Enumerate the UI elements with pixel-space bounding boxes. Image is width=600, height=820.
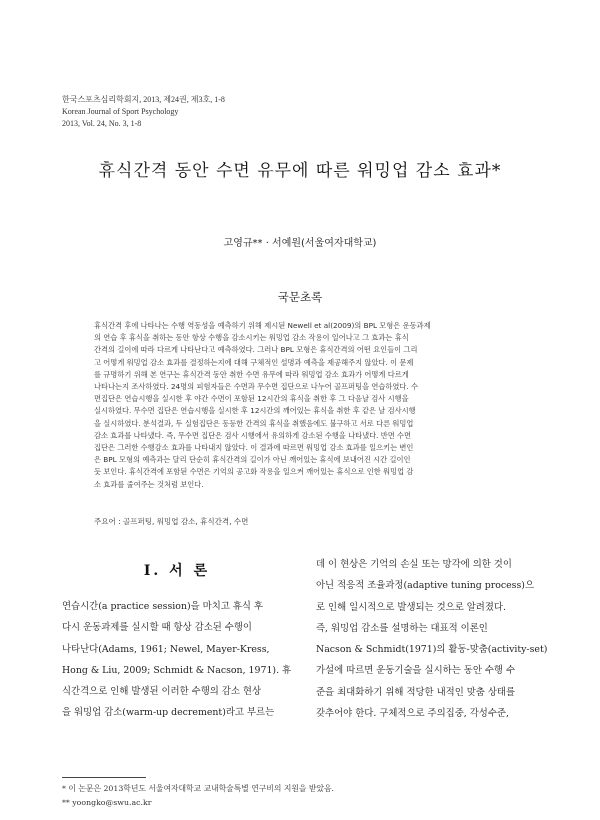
abstract-line: 감소 효과를 나타냈다. 즉, 무수면 집단은 검사 시행에서 유의하게 감소된 수행을 나타냈다. 반면 수면 (94, 430, 412, 440)
body-line: 다시 운동과제를 실시할 때 항상 감소된 수행이 (62, 622, 252, 634)
body-line: 즉, 워밍업 감소를 설명하는 대표적 이론인 (316, 622, 488, 634)
footnote-email: ** yoongko@swu.ac.kr (62, 798, 152, 807)
abstract-line: 를 규명하기 위해 본 연구는 휴식간격 동안 취한 수면 유무에 따라 워밍업 감소 효과가 어떻게 다르게 (94, 369, 409, 379)
paper-title: 휴식간격 동안 수면 유무에 따른 워밍업 감소 효과* (98, 161, 502, 181)
abstract-line: 고 어떻게 워밍업 감소 효과를 결정하는지에 대해 구체적인 설명과 예측을 제공해주지 않았다. 이 문제 (94, 357, 414, 367)
section-heading-introduction: I. 서 론 (143, 563, 211, 579)
abstract-line: 의 연습 후 휴식을 취하는 동안 항상 수행을 감소시키는 워밍업 감소 작용이 일어나고 그 효과는 휴식 (94, 333, 409, 343)
abstract-heading: 국문초록 (277, 290, 323, 304)
body-line: 가설에 따르면 운동기술을 실시하는 동안 수행 수 (316, 665, 516, 677)
abstract-line: 소 효과를 줄여주는 것처럼 보인다. (94, 479, 204, 489)
footnote-funding: * 이 논문은 2013학년도 서울여자대학교 교내학술특별 연구비의 지원을 받았음. (62, 784, 334, 793)
abstract-line: 실시하였다. 무수면 집단은 연습시행을 실시한 후 12시간의 깨어있는 휴식을 취한 후 같은 날 검사시행 (94, 406, 416, 416)
abstract-line: 간격의 길이에 따라 다르게 나타난다고 예측하였다. 그러나 BPL 모형은 휴식간격의 어떤 요인들이 그리 (94, 345, 418, 355)
abstract-line: 휴식간격 후에 나타나는 수행 역동성을 예측하기 위해 제시된 Newell et al(2009)의 BPL 모형은 운동과제 (94, 321, 431, 330)
body-line: 식간격으로 인해 발생된 이러한 수행의 감소 현상 (62, 686, 262, 698)
body-line: 준을 최대화하기 위해 적당한 내적인 맞춤 상태를 (316, 686, 516, 698)
body-line: Hong & Liu, 2009; Schmidt & Nacson, 1971). 휴 (62, 664, 292, 676)
abstract-line: 은 BPL 모형의 예측과는 달리 단순히 휴식간격의 길이가 아닌 깨어있는 휴식에 보내어진 시간 길이인 (94, 455, 411, 465)
abstract-line: 나타나는지 조사하였다. 24명의 피험자들은 수면과 무수면 집단으로 나누어 골프퍼팅을 연습하였다. 수 (94, 382, 419, 392)
body-column-left (62, 596, 292, 724)
body-line: 로 인해 일시적으로 발생되는 것으로 알려졌다. (316, 601, 506, 613)
footnote-divider (62, 777, 146, 778)
body-line: 나타난다(Adams, 1961; Newel, Mayer-Kress, (62, 643, 270, 655)
footnotes (62, 782, 334, 810)
abstract-line: 을 실시하였다. 분석결과, 두 실험집단은 동등한 간격의 휴식을 취했음에도 불구하고 서로 다른 워밍업 (94, 418, 414, 428)
body-line: 데 이 현상은 기억의 손실 또는 망각에 의한 것이 (316, 559, 512, 570)
keywords: 주요어 : 골프퍼팅, 워밍업 감소, 휴식간격, 수면 (94, 517, 249, 526)
abstract-line: 집단은 그러한 수행감소 효과를 나타내지 않았다. 이 결과에 따르면 워밍업 감소 효과를 일으키는 변인 (94, 443, 414, 453)
body-line: 을 워밍업 감소(warm-up decrement)라고 부르는 (62, 707, 275, 719)
journal-name-english: Korean Journal of Sport Psychology (62, 107, 179, 116)
body-line: 연습시간(a practice session)을 마치고 휴식 후 (62, 601, 263, 612)
author-line: 고영규** · 서예원(서울여자대학교) (223, 238, 377, 249)
abstract-line: 듯 보인다. 휴식간격에 포함된 수면은 기억의 공고화 작용을 일으켜 깨어있는 휴식으로 인한 워밍업 감 (94, 467, 414, 477)
journal-citation (62, 94, 225, 130)
body-line: 갖추어야 한다. 구체적으로 주의집중, 각성수준, (316, 708, 509, 720)
abstract-body (94, 320, 526, 491)
body-line: Nacson & Schmidt(1971)의 활동-맞춤(activity-set) (316, 644, 548, 656)
body-column-right (316, 554, 548, 724)
body-line: 아닌 적응적 조율과정(adaptive tuning process)으 (316, 580, 535, 592)
abstract-line: 면집단은 연습시행을 실시한 후 야간 수면이 포함된 12시간의 휴식을 취한 후 그 다음날 검사 시행을 (94, 394, 409, 404)
journal-volume: 2013, Vol. 24, No. 3, 1-8 (62, 119, 142, 128)
journal-citation-korean: 한국스포츠심리학회지, 2013, 제24권, 제3호, 1-8 (62, 95, 225, 104)
